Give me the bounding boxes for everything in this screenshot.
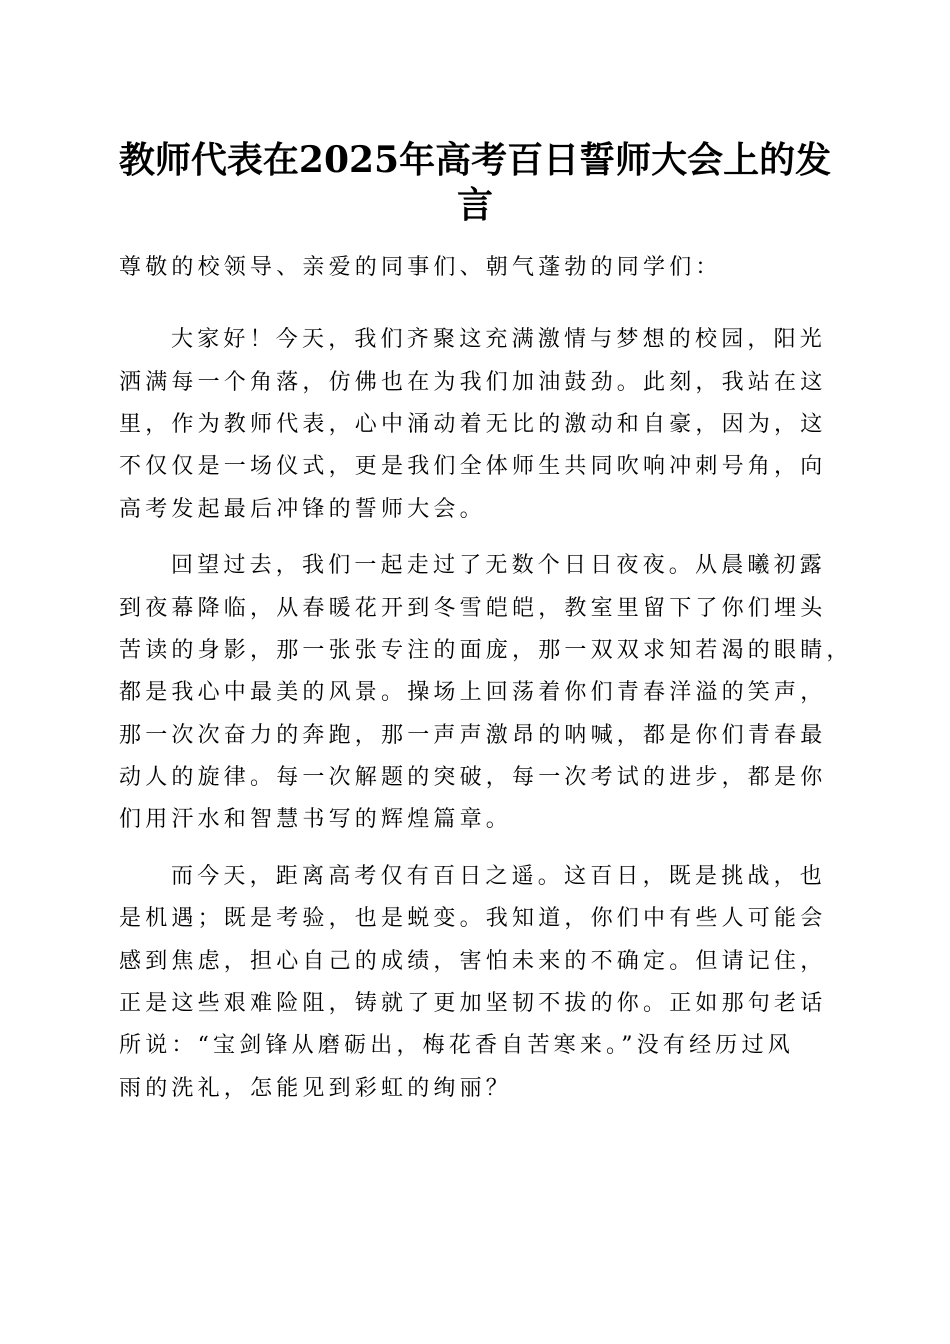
paragraph-line: 是机遇；既是考验，也是蜕变。我知道，你们中有些人可能会 <box>119 906 827 931</box>
paragraph-line: 回望过去，我们一起走过了无数个日日夜夜。从晨曦初露 <box>171 553 827 578</box>
paragraph-line: 苦读的身影，那一张张专注的面庞，那一双双求知若渴的眼睛， <box>119 638 853 663</box>
paragraph-line: 到夜幕降临，从春暖花开到冬雪皑皑，教室里留下了你们埋头 <box>119 596 827 621</box>
paragraph-line: 大家好！今天，我们齐聚这充满激情与梦想的校园，阳光 <box>171 327 827 352</box>
paragraph-line: 所说：“宝剑锋从磨砺出，梅花香自苦寒来。”没有经历过风 <box>119 1033 794 1058</box>
paragraph-line: 都是我心中最美的风景。操场上回荡着你们青春洋溢的笑声， <box>119 680 827 705</box>
paragraph-line: 正是这些艰难险阻，铸就了更加坚韧不拔的你。正如那句老话 <box>119 991 827 1016</box>
paragraph-line: 感到焦虑，担心自己的成绩，害怕未来的不确定。但请记住， <box>119 949 827 974</box>
paragraph-line: 洒满每一个角落，仿佛也在为我们加油鼓劲。此刻，我站在这 <box>119 370 827 395</box>
salutation: 尊敬的校领导、亲爱的同事们、朝气蓬勃的同学们： <box>119 255 722 280</box>
paragraph-line: 里，作为教师代表，心中涌动着无比的激动和自豪，因为，这 <box>119 412 827 437</box>
paragraph-line: 不仅仅是一场仪式，更是我们全体师生共同吹响冲刺号角，向 <box>119 454 827 479</box>
paragraph-line: 高考发起最后冲锋的誓师大会。 <box>119 497 486 522</box>
paragraph-line: 们用汗水和智慧书写的辉煌篇章。 <box>119 807 513 832</box>
document-title-line-2: 言 <box>456 184 493 226</box>
paragraph-line: 动人的旋律。每一次解题的突破，每一次考试的进步，都是你 <box>119 765 827 790</box>
paragraph-line: 而今天，距离高考仅有百日之遥。这百日，既是挑战，也 <box>171 864 827 889</box>
document-title-line-1: 教师代表在2025年高考百日誓师大会上的发 <box>118 139 832 181</box>
paragraph-line: 那一次次奋力的奔跑，那一声声激昂的呐喊，都是你们青春最 <box>119 723 827 748</box>
paragraph-line: 雨的洗礼，怎能见到彩虹的绚丽？ <box>119 1076 513 1101</box>
